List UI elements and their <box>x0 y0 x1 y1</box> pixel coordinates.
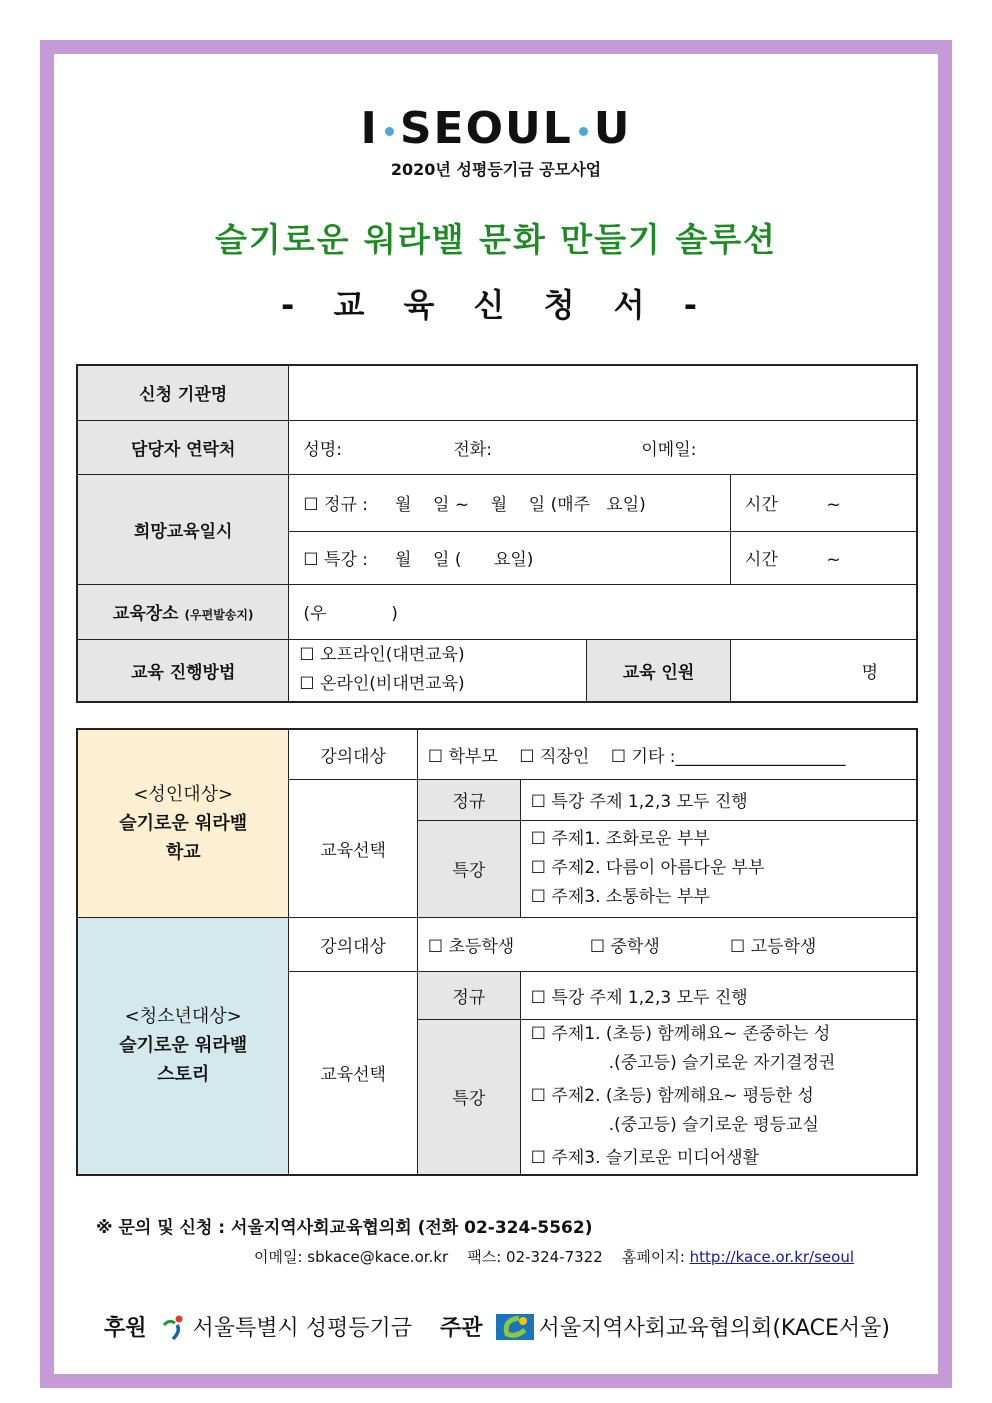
host-label: 주관 <box>440 1316 483 1341</box>
project-name: 2020년 성평등기금 공모사업 <box>390 160 602 179</box>
youth-target-options[interactable]: ☐ 초등학생 ☐ 중학생 ☐ 고등학생 <box>417 917 917 971</box>
sponsor-name: 서울특별시 성평등기금 <box>192 1316 413 1341</box>
adult-choice-label: 교육선택 <box>289 779 417 917</box>
fax-text: 팩스: 02-324-7322 <box>467 1248 603 1266</box>
course-selection-table <box>76 728 918 1176</box>
youth-topic-2[interactable]: ☐ 주제2. (초등) 함께해요~ 평등한 성 <box>530 1086 814 1107</box>
people-label: 교육 인원 <box>587 639 731 702</box>
youth-topic-1[interactable]: ☐ 주제1. (초등) 함께해요~ 존중하는 성 <box>530 1024 831 1045</box>
method-options <box>289 639 587 702</box>
adult-topic-1[interactable]: ☐ 주제1. 조화로운 부부 <box>530 829 710 849</box>
email-field-label: 이메일: <box>641 439 697 460</box>
document-subtitle: - 교 육 신 청 서 - <box>281 286 711 324</box>
adult-topic-2[interactable]: ☐ 주제2. 다름이 아름다운 부부 <box>530 858 765 878</box>
place-input[interactable]: (우 ) <box>289 584 917 639</box>
special-time-field[interactable]: 시간 ~ <box>730 531 917 584</box>
homepage-link[interactable]: http://kace.or.kr/seoul <box>689 1248 855 1266</box>
phone-field-label: 전화: <box>453 439 492 460</box>
youth-topic-1-sub: .(중고등) 슬기로운 자기결정권 <box>608 1053 836 1074</box>
adult-special-options <box>520 820 917 917</box>
org-label: 신청 기관명 <box>77 365 289 420</box>
contact-input[interactable] <box>289 420 917 474</box>
offline-option[interactable]: ☐ 오프라인(대면교육) <box>299 645 465 666</box>
application-form <box>76 364 918 703</box>
date-label: 희망교육일시 <box>77 474 289 584</box>
iseoulu-logo: I SEOUL U <box>360 103 632 154</box>
online-option[interactable]: ☐ 온라인(비대면교육) <box>299 674 465 695</box>
contact-line <box>254 1246 854 1267</box>
inquiry-line: ※ 문의 및 신청 : 서울지역사회교육협의회 (전화 02-324-5562) <box>96 1218 593 1238</box>
method-label: 교육 진행방법 <box>77 639 289 702</box>
kace-logo-icon <box>495 1312 535 1342</box>
adult-regular-label: 정규 <box>417 779 520 820</box>
people-input[interactable]: 명 <box>730 639 917 702</box>
adult-section-title: <성인대상> 슬기로운 워라밸 학교 <box>77 729 289 917</box>
adult-target-label: 강의대상 <box>289 729 417 779</box>
special-date-option[interactable]: ☐ 특강 : 월 일 ( 요일) <box>289 531 731 584</box>
name-field-label: 성명: <box>303 439 342 460</box>
youth-special-label: 특강 <box>417 1019 520 1175</box>
youth-target-label: 강의대상 <box>289 917 417 971</box>
contact-label: 담당자 연락처 <box>77 420 289 474</box>
youth-topic-3[interactable]: ☐ 주제3. 슬기로운 미디어생활 <box>530 1148 760 1169</box>
document-title: 슬기로운 워라밸 문화 만들기 솔루션 <box>214 220 778 259</box>
sponsor-footer <box>104 1311 890 1342</box>
adult-target-options[interactable]: ☐ 학부모 ☐ 직장인 ☐ 기타 :____________________ <box>417 729 917 779</box>
email-text: 이메일: sbkace@kace.or.kr <box>254 1248 449 1266</box>
youth-regular-label: 정규 <box>417 971 520 1019</box>
org-input[interactable] <box>289 365 917 420</box>
youth-special-options <box>520 1019 917 1175</box>
adult-special-label: 특강 <box>417 820 520 917</box>
youth-topic-2-sub: .(중고등) 슬기로운 평등교실 <box>608 1115 819 1136</box>
regular-date-option[interactable]: ☐ 정규 : 월 일 ~ 월 일 (매주 요일) <box>289 474 731 531</box>
place-label: 교육장소 (우편발송지) <box>77 584 289 639</box>
homepage-label: 홈페이지: <box>621 1248 685 1266</box>
youth-choice-label: 교육선택 <box>289 971 417 1175</box>
youth-section-title: <청소년대상> 슬기로운 워라밸 스토리 <box>77 917 289 1175</box>
sponsor-label: 후원 <box>104 1316 147 1341</box>
seoul-city-logo-icon <box>161 1313 189 1341</box>
host-name: 서울지역사회교육협의회(KACE서울) <box>538 1316 890 1341</box>
adult-regular-option[interactable]: ☐ 특강 주제 1,2,3 모두 진행 <box>520 779 917 820</box>
adult-topic-3[interactable]: ☐ 주제3. 소통하는 부부 <box>530 887 710 907</box>
regular-time-field[interactable]: 시간 ~ <box>730 474 917 531</box>
youth-regular-option[interactable]: ☐ 특강 주제 1,2,3 모두 진행 <box>520 971 917 1019</box>
